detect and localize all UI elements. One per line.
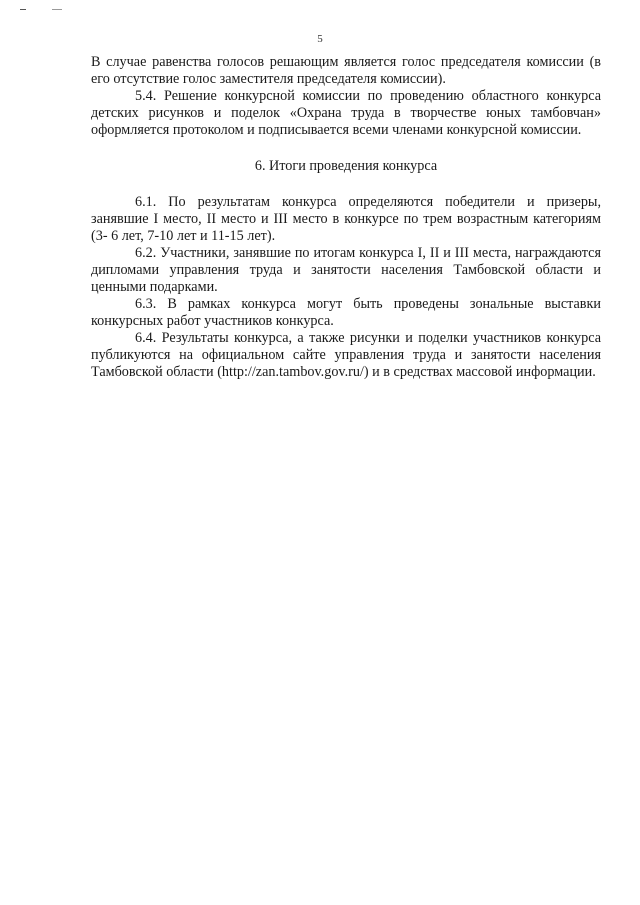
- section-heading: 6. Итоги проведения конкурса: [254, 158, 438, 174]
- scan-artifact-mark: [20, 9, 26, 10]
- paragraph-voting-tie: В случае равенства голосов решающим является голос председателя комиссии (в его отсутствие голос заместителя председателя комиссии).: [91, 54, 601, 87]
- paragraph-6-2: 6.2. Участники, занявшие по итогам конкурса I, II и III места, награждаются дипломами управления труда и занятости населения Тамбовской области и ценными подарками.: [91, 245, 601, 295]
- document-body: [91, 54, 601, 381]
- paragraph-5-4: 5.4. Решение конкурсной комиссии по проведению областного конкурса детских рисунков и поделок «Охрана труда в творчестве юных тамбовчан» оформляется протоколом и подписывается всеми членами конкурсной комиссии.: [91, 88, 601, 138]
- paragraph-6-1: 6.1. По результатам конкурса определяются победители и призеры, занявшие I место, II место и III место в конкурсе по трем возрастным категориям (3- 6 лет, 7-10 лет и 11-15 лет).: [91, 194, 601, 244]
- page-number: 5: [317, 33, 323, 45]
- scan-artifact-mark: [52, 9, 62, 10]
- paragraph-6-3: 6.3. В рамках конкурса могут быть проведены зональные выставки конкурсных работ участников конкурса.: [91, 296, 601, 329]
- paragraph-6-4: 6.4. Результаты конкурса, а также рисунки и поделки участников конкурса публикуются на официальном сайте управления труда и занятости населения Тамбовской области (http://zan.tambov.gov.ru/) и в средствах массовой информации.: [91, 330, 601, 380]
